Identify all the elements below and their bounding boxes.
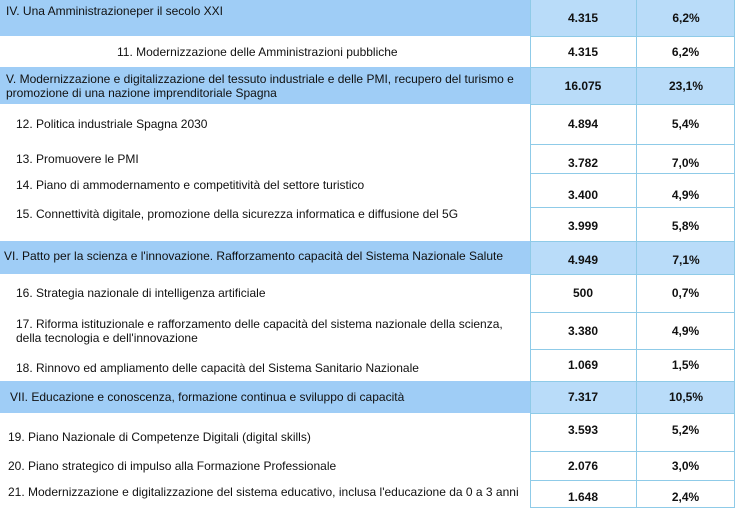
column-divider (530, 0, 531, 508)
amount-cell: 4.894 (567, 117, 599, 131)
item-label: 21. Modernizzazione e digitalizzazione del sistema educativo, inclusa l'educazione da 0 a 3 anni (8, 485, 519, 499)
table-row (0, 207, 735, 241)
amount-cell: 1.069 (567, 358, 599, 372)
section-label: V. Modernizzazione e digitalizzazione del tessuto industriale e delle PMI, recupero del turismo e promozione di una nazione imprenditoriale Spagna (0, 67, 530, 104)
row-divider (530, 144, 735, 145)
amount-cell: 4.949 (530, 241, 636, 274)
item-label: 13. Promuovere le PMI (16, 151, 139, 166)
amount-cell: 16.075 (530, 67, 636, 104)
row-divider (530, 173, 735, 174)
section-label: VII. Educazione e conoscenza, formazione continua e sviluppo di capacità (0, 381, 530, 413)
percent-cell: 4,9% (671, 188, 700, 202)
percent-cell: 6,2% (671, 44, 700, 59)
row-divider (530, 451, 735, 452)
table-row (0, 480, 735, 508)
table-row (0, 144, 735, 173)
percent-cell: 0,7% (671, 286, 700, 300)
table-row (0, 349, 735, 381)
table-row (0, 241, 735, 274)
table-row (0, 413, 735, 451)
table-row (0, 104, 735, 144)
column-divider (636, 0, 637, 508)
item-label: 15. Connettività digitale, promozione della sicurezza informatica e diffusione del 5G (16, 207, 459, 221)
row-divider (530, 36, 735, 37)
amount-cell: 3.999 (567, 219, 599, 233)
amount-cell: 4.315 (530, 0, 636, 36)
percent-cell: 5,8% (671, 219, 700, 233)
percent-cell: 3,0% (671, 458, 700, 473)
percent-cell: 23,1% (636, 67, 735, 104)
row-divider (530, 381, 735, 382)
row-divider (530, 349, 735, 350)
percent-cell: 2,4% (671, 490, 700, 504)
amount-cell: 4.315 (567, 44, 599, 59)
item-label: 12. Politica industriale Spagna 2030 (16, 117, 208, 131)
section-label: VI. Patto per la scienza e l'innovazione. Rafforzamento capacità del Sistema Nazionale Salute (0, 241, 530, 274)
amount-cell: 1.648 (567, 490, 599, 504)
percent-cell: 5,4% (671, 117, 700, 131)
item-label: 20. Piano strategico di impulso alla Formazione Professionale (8, 458, 337, 473)
amount-cell: 3.782 (567, 155, 599, 170)
percent-cell: 7,0% (671, 155, 700, 170)
table-row (0, 36, 735, 67)
percent-cell: 1,5% (671, 358, 700, 372)
table-row (0, 312, 735, 349)
item-label: 11. Modernizzazione delle Amministrazioni pubbliche (117, 44, 398, 59)
percent-cell: 10,5% (636, 381, 735, 413)
amount-cell: 500 (572, 286, 594, 300)
amount-cell: 7.317 (530, 381, 636, 413)
table-row (0, 381, 735, 413)
table-row (0, 0, 735, 36)
amount-cell: 2.076 (567, 458, 599, 473)
amount-cell: 3.380 (567, 323, 599, 338)
item-label: 18. Rinnovo ed ampliamento delle capacità del Sistema Sanitario Nazionale (16, 361, 419, 375)
row-divider (530, 413, 735, 414)
percent-cell: 5,2% (671, 423, 700, 437)
percent-cell: 7,1% (636, 241, 735, 274)
row-divider (530, 207, 735, 208)
table-row (0, 67, 735, 104)
item-label: 19. Piano Nazionale di Competenze Digitali (digital skills) (8, 430, 311, 444)
item-label: 17. Riforma istituzionale e rafforzamento delle capacità del sistema nazionale della scienza, della tecnologia e dell'innovazione (16, 316, 503, 345)
row-divider (530, 274, 735, 275)
item-label: 14. Piano di ammodernamento e competitività del settore turistico (16, 178, 365, 192)
table-row (0, 274, 735, 312)
amount-cell: 3.593 (567, 423, 599, 437)
row-divider (530, 67, 735, 68)
table-row (0, 173, 735, 207)
percent-cell: 6,2% (636, 0, 735, 36)
item-label: 16. Strategia nazionale di intelligenza artificiale (16, 286, 266, 300)
row-divider (530, 104, 735, 105)
percent-cell: 4,9% (671, 323, 700, 338)
amount-cell: 3.400 (567, 188, 599, 202)
row-divider (530, 312, 735, 313)
table-row (0, 451, 735, 480)
row-divider (530, 480, 735, 481)
section-label: IV. Una Amministrazioneper il secolo XXI (0, 0, 530, 36)
row-divider (530, 241, 735, 242)
